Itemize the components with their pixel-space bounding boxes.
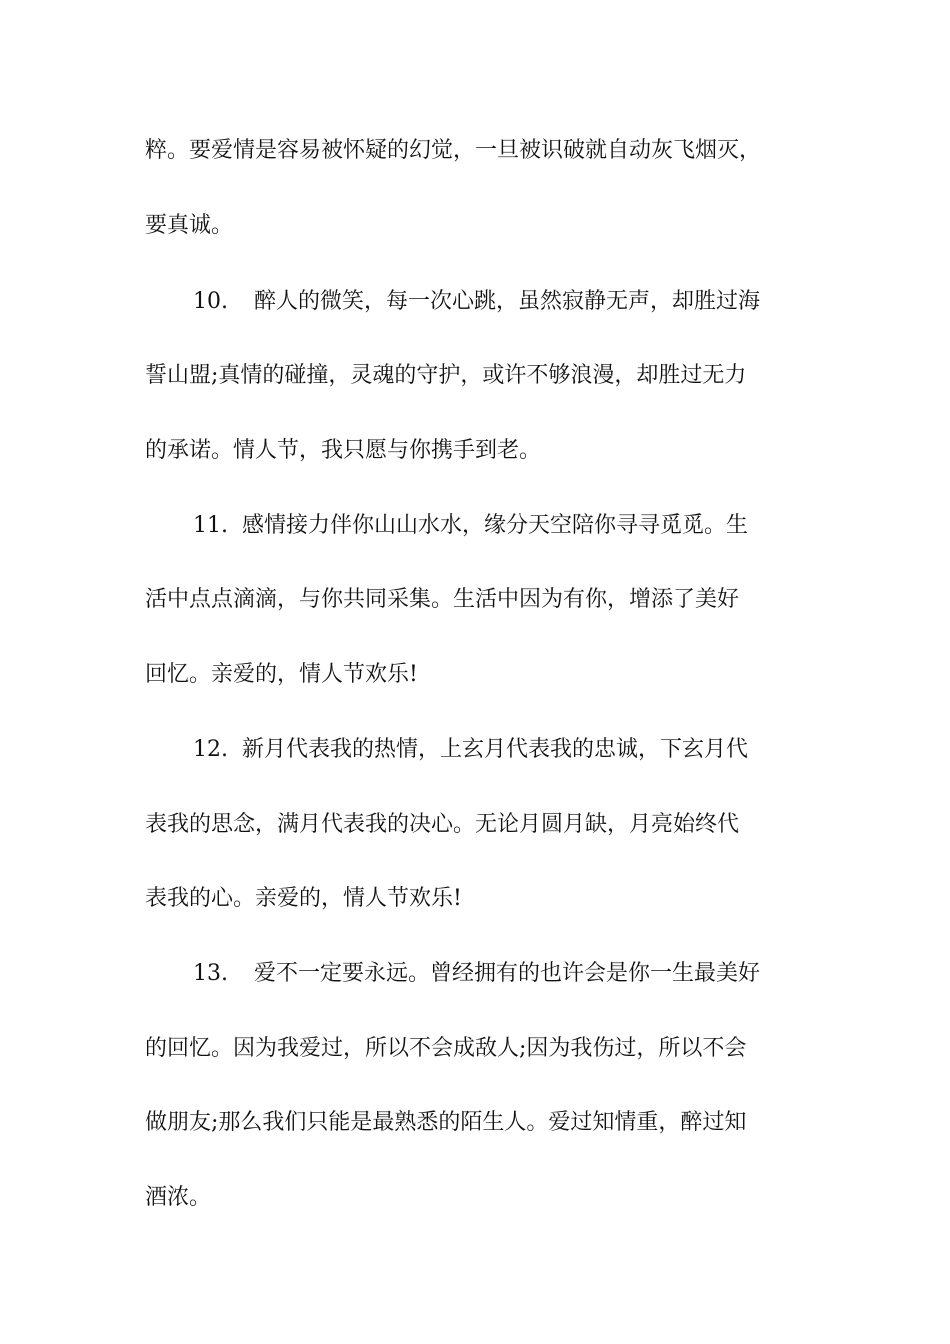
paragraph-11-line-3: [145, 655, 815, 695]
line-text: 表我的思念，满月代表我的决心。无论月圆月缺，月亮始终代: [145, 812, 740, 837]
paragraph-10-line-1: [193, 282, 863, 322]
line-text: 的承诺。情人节，我只愿与你携手到老。: [145, 438, 542, 463]
line-text: 粹。要爱情是容易被怀疑的幻觉，一旦被识破就自动灰飞烟灭，: [145, 138, 762, 163]
line-text: 表我的心。亲爱的，情人节欢乐!: [145, 886, 462, 911]
item-number-12: 12.: [193, 737, 228, 762]
line-text: 活中点点滴滴，与你共同采集。生活中因为有你，增添了美好: [145, 587, 740, 612]
paragraph-12-line-1: [193, 730, 863, 770]
line-text: 誓山盟;真情的碰撞，灵魂的守护，或许不够浪漫，却胜过无力: [145, 363, 747, 388]
paragraph-9-line-3: [145, 206, 815, 246]
paragraph-10-line-2: [145, 356, 815, 396]
paragraph-12-line-3: [145, 879, 815, 919]
paragraph-12-line-2: [145, 805, 815, 845]
paragraph-9-line-2: [145, 131, 815, 171]
line-text: 感情接力伴你山山水水，缘分天空陪你寻寻觅觅。生: [242, 513, 749, 538]
line-text: 回忆。亲爱的，情人节欢乐!: [145, 662, 418, 687]
item-number-11: 11.: [193, 513, 228, 538]
paragraph-13-line-1: [193, 954, 863, 994]
line-text: 要真诚。: [145, 213, 234, 238]
line-text: 醉人的微笑，每一次心跳，虽然寂静无声，却胜过海: [254, 289, 761, 314]
item-number-10: 10.: [193, 289, 228, 314]
line-text: 做朋友;那么我们只能是最熟悉的陌生人。爱过知情重，醉过知: [145, 1110, 747, 1135]
paragraph-10-line-3: [145, 431, 815, 471]
paragraph-11-line-2: [145, 580, 815, 620]
line-text: 的回忆。因为我爱过，所以不会成敌人;因为我伤过，所以不会: [145, 1036, 747, 1061]
line-text: 酒浓。: [145, 1185, 212, 1210]
line-text: 爱不一定要永远。曾经拥有的也许会是你一生最美好: [254, 961, 761, 986]
paragraph-13-line-3: [145, 1103, 815, 1143]
line-text: 新月代表我的热情，上玄月代表我的忠诚，下玄月代: [242, 737, 749, 762]
paragraph-13-line-2: [145, 1029, 815, 1069]
paragraph-11-line-1: [193, 506, 863, 546]
item-number-13: 13.: [193, 961, 228, 986]
paragraph-13-line-4: [145, 1178, 815, 1218]
